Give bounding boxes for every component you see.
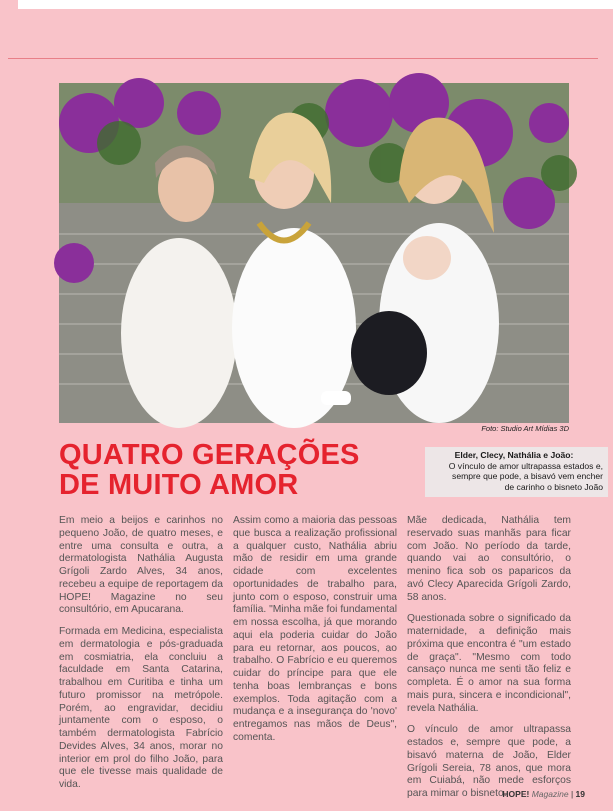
- paragraph: O vínculo de amor ultrapassa estados e, sempre que pode, a bisavó materna de João, Elder Grígoli Sereia, 78 anos, que mora em Cuiabá, não mede esforços para mimar o bisneto.: [407, 724, 571, 799]
- family-photo-illustration: [59, 83, 569, 423]
- title-line: DE MUITO AMOR: [59, 469, 299, 501]
- title-line: QUATRO GERAÇÕES: [59, 439, 360, 471]
- caption-line: sempre que pode, a bisavó vem encher: [452, 471, 603, 481]
- photo-caption: [425, 447, 608, 497]
- caption-line: O vínculo de amor ultrapassa estados e,: [448, 460, 603, 471]
- paragraph: Formada em Medicina, especialista em dermatologia e pós-graduada em cosmiatria, ela concluiu a faculdade em Santa Catarina, trabalhou em Curitiba e tinha um futuro promissor na metrópole. Porém, ao engravidar, decidiu juntamente com o esposo, o também dermatologista Fabrício Devides Alves, 34 anos, morar no interior em prol do filho João, para que ele tivesse mais qualidade de vida.: [59, 626, 223, 790]
- article-column-1: [59, 515, 223, 801]
- page-number: 19: [575, 789, 585, 799]
- page-footer: [502, 789, 585, 799]
- paragraph: Assim como a maioria das pessoas que busca a realização profissional a qualquer custo, Nathália abriu mão de residir em uma grande cidade com excelentes oportunidades de trabalho para, junto com o esposo, construir uma família. "Minha mãe foi fundamental em nossa escolha, já que morando aqui ela poderia cuidar do João para eu retornar, aos poucos, ao trabalho. O Fabrício e eu queremos cuidar do príncipe para que ele tenha boas lembranças e bons exemplos. Toda agitação com a mudança e a insegurança do 'novo' entregamos nas mãos de Deus", comenta.: [233, 515, 397, 743]
- article-column-3: [407, 515, 574, 810]
- photo-credit: Foto: Studio Art Mídias 3D: [481, 424, 569, 433]
- header-rule: [8, 58, 598, 59]
- caption-names: Elder, Clecy, Nathália e João:: [454, 450, 574, 460]
- paragraph: Mãe dedicada, Nathália tem reservado suas manhãs para ficar com João. No período da tarde, quando vai ao consultório, o menino fica sob os paparicos da avó Clecy Aparecida Grígoli Zardo, 58 anos.: [407, 515, 571, 603]
- article-title: [59, 440, 360, 500]
- paragraph: Questionada sobre o significado da maternidade, a definição mais próxima que encontra é "um estado de graça". "Mesmo com todo cansaço nunca me senti tão feliz e completa. É o amor na sua forma mais pura, sincera e incondicional", revela Nathália.: [407, 613, 571, 714]
- top-white-bar: [18, 0, 613, 9]
- caption-line: de carinho o bisneto João: [504, 481, 603, 492]
- magazine-name: HOPE!: [502, 789, 530, 799]
- article-column-2: [233, 515, 397, 754]
- footer-separator: |: [570, 789, 574, 799]
- paragraph: Em meio a beijos e carinhos no pequeno João, de quatro meses, e entre uma consulta e outra, a dermatologista Nathália Augusta Grígoli Zardo Alves, 34 anos, recebeu a equipe de reportagem da HOPE! Magazine no seu consultório, em Apucarana.: [59, 515, 223, 616]
- magazine-suffix: Magazine: [531, 789, 569, 799]
